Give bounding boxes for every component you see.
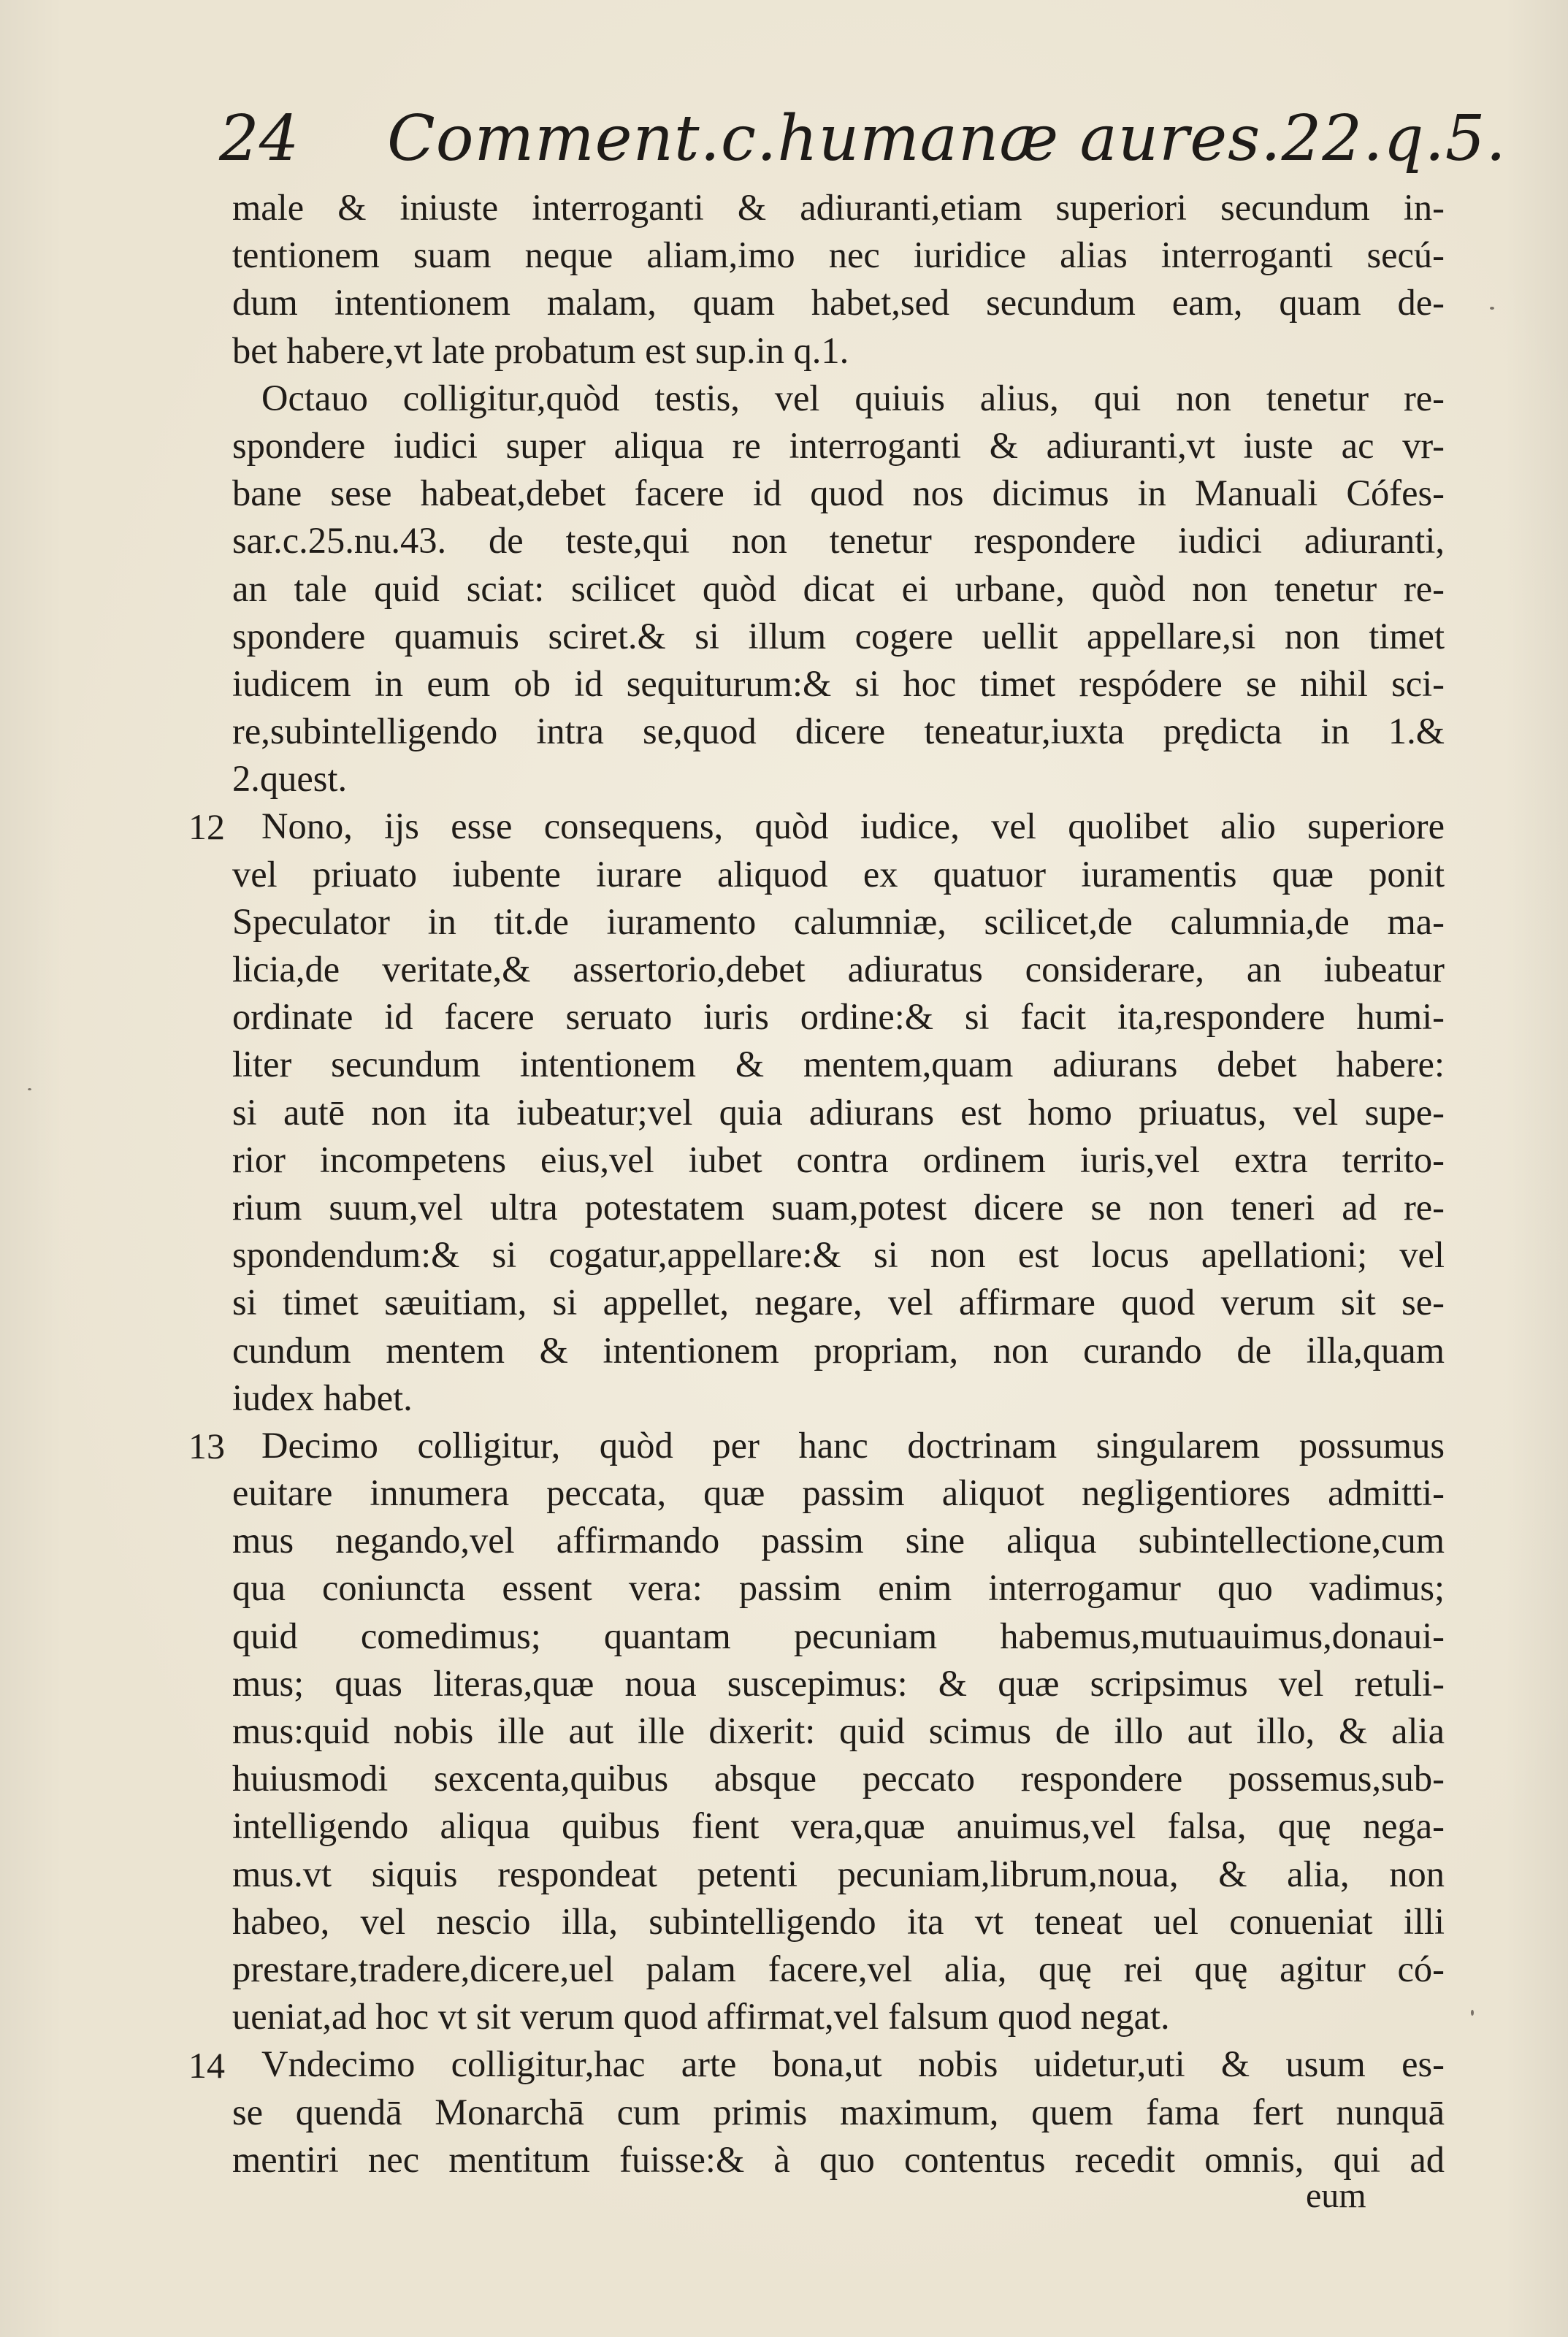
text-line: qua coniuncta essent vera: passim enim interrogamur quo vadimus; bbox=[232, 1567, 1445, 1609]
text-line: intelligendo aliqua quibus fient vera,quæ anuimus,vel falsa, quę nega- bbox=[232, 1805, 1445, 1847]
catchword: eum bbox=[1306, 2176, 1366, 2215]
text-line: liter secundum intentionem & mentem,quam adiurans debet habere: bbox=[232, 1044, 1445, 1085]
text-line: mentiri nec mentitum fuisse:& à quo contentus recedit omnis, qui ad bbox=[232, 2138, 1445, 2180]
text-line: quid comedimus; quantam pecuniam habemus,mutuauimus,donaui- bbox=[232, 1615, 1445, 1656]
text-line: iudicem in eum ob id sequiturum:& si hoc timet respódere se nihil sci- bbox=[232, 662, 1445, 704]
text-line: licia,de veritate,& assertorio,debet adiuratus considerare, an iubeatur bbox=[232, 949, 1445, 990]
paragraph-number: 14 bbox=[188, 2045, 225, 2086]
text-line: dum intentionem malam, quam habet,sed secundum eam, quam de- bbox=[232, 282, 1445, 324]
text-line: 2.quest. bbox=[232, 758, 348, 800]
text-line: mus.vt siquis respondeat petenti pecuniam,librum,noua, & alia, non bbox=[232, 1853, 1445, 1894]
text-line: sar.c.25.nu.43. de teste,qui non tenetur respondere iudici adiuranti, bbox=[232, 520, 1445, 562]
text-line: mus; quas literas,quæ noua suscepimus: & quæ scripsimus vel retuli- bbox=[232, 1662, 1445, 1704]
text-line: rior incompetens eius,vel iubet contra ordinem iuris,vel extra territo- bbox=[232, 1139, 1445, 1180]
text-line: re,subintelligendo intra se,quod dicere teneatur,iuxta prędicta in 1.& bbox=[232, 711, 1445, 752]
page-header bbox=[219, 95, 1507, 183]
text-line: se quendā Monarchā cum primis maximum, quem fama fert nunquā bbox=[232, 2091, 1445, 2133]
text-line: Speculator in tit.de iuramento calumniæ, scilicet,de calumnia,de ma- bbox=[232, 900, 1445, 942]
text-line: huiusmodi sexcenta,quibus absque peccato respondere possemus,sub- bbox=[232, 1758, 1445, 1799]
page-number: 24 bbox=[219, 102, 299, 175]
text-line: bane sese habeat,debet facere id quod nos dicimus in Manuali Cófes- bbox=[232, 473, 1445, 514]
text-line: spondere quamuis sciret.& si illum cogere uellit appellare,si non timet bbox=[232, 615, 1445, 657]
text-line: tentionem suam neque aliam,imo nec iuridice alias interroganti secú- bbox=[232, 234, 1445, 276]
text-line: an tale quid sciat: scilicet quòd dicat ei urbane, quòd non tenetur re- bbox=[232, 567, 1445, 609]
text-line: ordinate id facere seruato iuris ordine:& si facit ita,respondere humi- bbox=[232, 996, 1445, 1038]
text-line: prestare,tradere,dicere,uel palam facere,vel alia, quę rei quę agitur có- bbox=[232, 1948, 1445, 1989]
text-line: mus:quid nobis ille aut ille dixerit: quid scimus de illo aut illo, & alia bbox=[232, 1710, 1445, 1751]
text-line: habeo, vel nescio illa, subintelligendo ita vt teneat uel conueniat illi bbox=[232, 1900, 1445, 1942]
text-line: spondere iudici super aliqua re interroganti & adiuranti,vt iuste ac vr- bbox=[232, 424, 1445, 466]
paragraph-number: 12 bbox=[188, 806, 225, 847]
text-line: euitare innumera peccata, quæ passim aliquot negligentiores admitti- bbox=[232, 1472, 1445, 1514]
text-line: Decimo colligitur, quòd per hanc doctrinam singularem possumus bbox=[261, 1424, 1445, 1466]
text-line: rium suum,vel ultra potestatem suam,potest dicere se non teneri ad re- bbox=[232, 1186, 1445, 1228]
text-line: male & iniuste interroganti & adiuranti,etiam superiori secundum in- bbox=[232, 187, 1445, 228]
text-line: vel priuato iubente iurare aliquod ex quatuor iuramentis quæ ponit bbox=[232, 853, 1445, 895]
text-line: Vndecimo colligitur,hac arte bona,ut nobis uidetur,uti & usum es- bbox=[261, 2043, 1445, 2085]
text-line: bet habere,vt late probatum est sup.in q.1. bbox=[232, 329, 849, 371]
text-line: cundum mentem & intentionem propriam, non curando de illa,quam bbox=[232, 1329, 1445, 1371]
running-title: Comment.c.humanæ aures.22.q.5. bbox=[387, 102, 1507, 175]
text-line: mus negando,vel affirmando passim sine aliqua subintellectione,cum bbox=[232, 1520, 1445, 1561]
text-line: Nono, ijs esse consequens, quòd iudice, vel quolibet alio superiore bbox=[261, 806, 1445, 847]
text-line: si timet sæuitiam, si appellet, negare, vel affirmare quod verum sit se- bbox=[232, 1282, 1445, 1323]
text-line: iudex habet. bbox=[232, 1377, 413, 1418]
text-line: si autē non ita iubeatur;vel quia adiurans est homo priuatus, vel supe- bbox=[232, 1091, 1445, 1133]
paper-speck bbox=[1471, 2010, 1474, 2016]
paper-speck bbox=[28, 1088, 31, 1090]
paper-speck bbox=[1490, 307, 1494, 310]
text-line: ueniat,ad hoc vt sit verum quod affirmat,vel falsum quod negat. bbox=[232, 1996, 1170, 2038]
text-line: spondendum:& si cogatur,appellare:& si non est locus apellationi; vel bbox=[232, 1234, 1445, 1276]
paragraph-number: 13 bbox=[188, 1426, 225, 1466]
body-text bbox=[232, 184, 1445, 2184]
text-line: Octauo colligitur,quòd testis, vel quiuis alius, qui non tenetur re- bbox=[261, 377, 1445, 418]
